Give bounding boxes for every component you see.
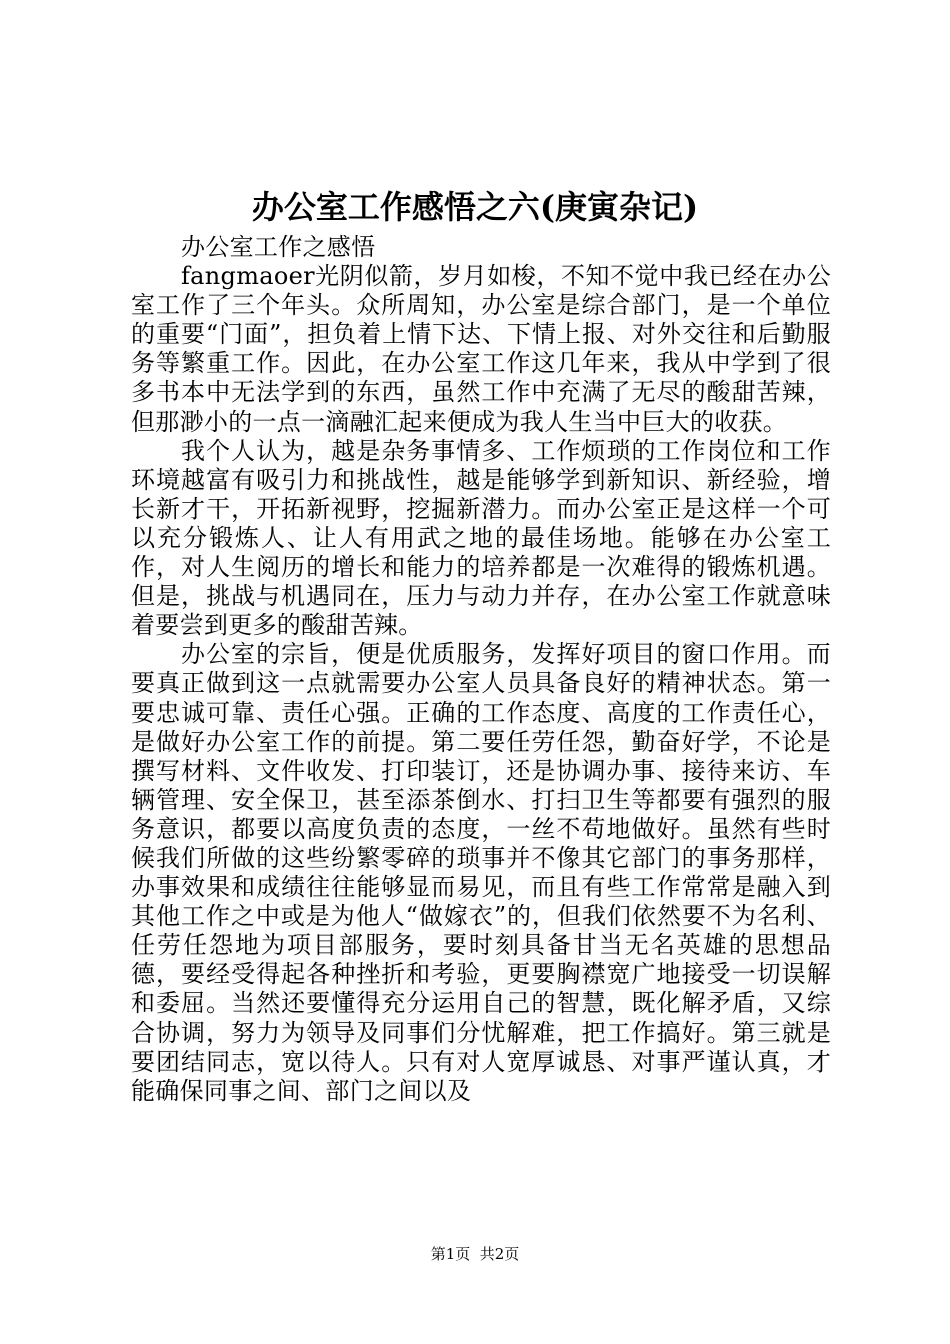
document-title: 办公室工作感悟之六(庚寅杂记) <box>251 188 699 226</box>
page-footer <box>0 1244 950 1264</box>
page-number-label: 第1页 共2页 <box>430 1245 520 1263</box>
paragraph-2: 我个人认为，越是杂务事情多、工作烦琐的工作岗位和工作环境越富有吸引力和挑战性，越是能够学到新知识、新经验，增长新才干，开拓新视野，挖掘新潜力。而办公室正是这样一个可以充分锻炼人、让人有用武之地的最佳场地。能够在办公室工作，对人生阅历的增长和能力的培养都是一次难得的锻炼机遇。但是，挑战与机遇同在，压力与动力并存，在办公室工作就意味着要尝到更多的酸甜苦辣。 <box>131 436 831 640</box>
document-subtitle: 办公室工作之感悟 <box>181 233 376 261</box>
paragraph-3: 办公室的宗旨，便是优质服务，发挥好项目的窗口作用。而要真正做到这一点就需要办公室人员具备良好的精神状态。第一要忠诚可靠、责任心强。正确的工作态度、高度的工作责任心，是做好办公室工作的前提。第二要任劳任怨，勤奋好学，不论是撰写材料、文件收发、打印装订，还是协调办事、接待来访、车辆管理、安全保卫，甚至添茶倒水、打扫卫生等都要有强烈的服务意识，都要以高度负责的态度，一丝不苟地做好。虽然有些时候我们所做的这些纷繁零碎的琐事并不像其它部门的事务那样，办事效果和成绩往往能够显而易见，而且有些工作常常是融入到其他工作之中或是为他人“做嫁衣”的，但我们依然要不为名利、任劳任怨地为项目部服务，要时刻具备甘当无名英雄的思想品德，要经受得起各种挫折和考验，更要胸襟宽广地接受一切误解和委屈。当然还要懂得充分运用自己的智慧，既化解矛盾，又综合协调，努力为领导及同事们分忧解难，把工作搞好。第三就是要团结同志，宽以待人。只有对人宽厚诚恳、对事严谨认真，才能确保同事之间、部门之间以及 <box>131 640 831 1105</box>
document-body <box>131 233 831 1106</box>
paragraph-1: fangmaoer光阴似箭，岁月如梭，不知不觉中我已经在办公室工作了三个年头。众所周知，办公室是综合部门，是一个单位的重要“门面”，担负着上情下达、下情上报、对外交往和后勤服务等繁重工作。因此，在办公室工作这几年来，我从中学到了很多书本中无法学到的东西，虽然工作中充满了无尽的酸甜苦辣，但那渺小的一点一滴融汇起来便成为我人生当中巨大的收获。 <box>131 262 831 436</box>
